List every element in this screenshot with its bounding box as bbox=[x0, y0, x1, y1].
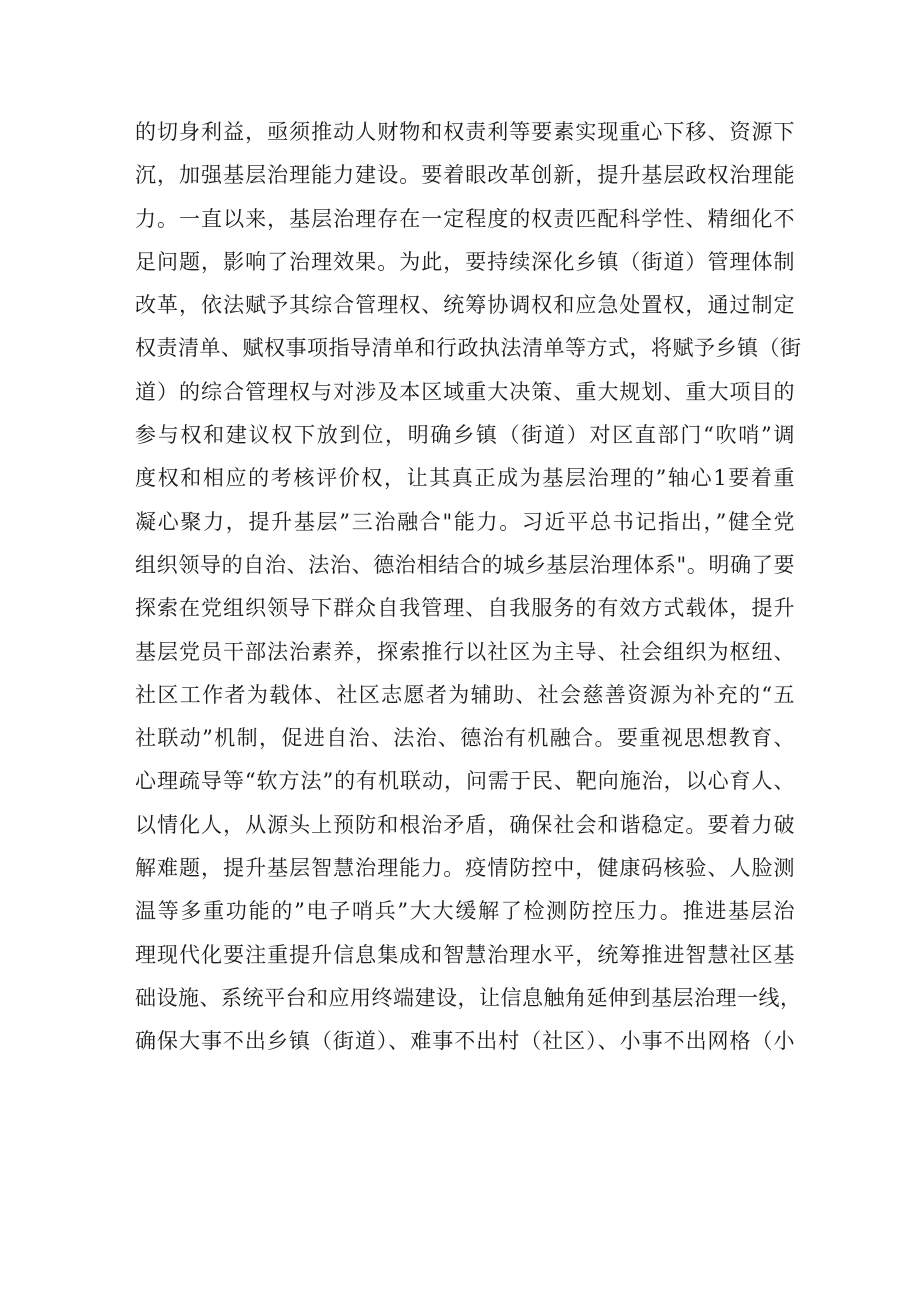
text-line: 理现代化要注重提升信息集成和智慧治理水平，统筹推进智慧社区基 bbox=[135, 942, 795, 967]
text-line: 心理疏导等“软方法”的有机联动，问需于民、靶向施治，以心育人、 bbox=[135, 769, 795, 794]
text-line: 确保大事不出乡镇（街道）、难事不出村（社区）、小事不出网格（小 bbox=[135, 1029, 795, 1054]
text-line: 组织领导的自治、法治、德治相结合的城乡基层治理体系"。明确了要 bbox=[135, 552, 795, 577]
text-line: 凝心聚力，提升基层”三治融合"能力。习近平总书记指出，”健全党 bbox=[135, 509, 795, 534]
text-line: 沉，加强基层治理能力建设。要着眼改革创新，提升基层政权治理能 bbox=[135, 163, 795, 188]
text-line: 础设施、系统平台和应用终端建设，让信息触角延伸到基层治理一线， bbox=[135, 985, 802, 1010]
text-line: 参与权和建议权下放到位，明确乡镇（街道）对区直部门“吹哨”调 bbox=[135, 423, 795, 448]
text-line: 温等多重功能的”电子哨兵”大大缓解了检测防控压力。推进基层治 bbox=[135, 899, 795, 924]
text-line: 社区工作者为载体、社区志愿者为辅助、社会慈善资源为补充的“五 bbox=[135, 682, 795, 707]
text-line: 解难题，提升基层智慧治理能力。疫情防控中，健康码核验、人脸测 bbox=[135, 856, 795, 881]
text-line: 力。一直以来，基层治理存在一定程度的权责匹配科学性、精细化不 bbox=[135, 206, 795, 231]
text-line: 权责清单、赋权事项指导清单和行政执法清单等方式，将赋予乡镇（街 bbox=[135, 336, 802, 361]
text-line: 以情化人，从源头上预防和根治矛盾，确保社会和谐稳定。要着力破 bbox=[135, 812, 795, 837]
text-line: 探索在党组织领导下群众自我管理、自我服务的有效方式载体，提升 bbox=[135, 596, 795, 621]
text-line: 基层党员干部法治素养，探索推行以社区为主导、社会组织为枢纽、 bbox=[135, 639, 795, 664]
text-line: 的切身利益，亟须推动人财物和权责利等要素实现重心下移、资源下 bbox=[135, 120, 795, 144]
text-line: 改革，依法赋予其综合管理权、统筹协调权和应急处置权，通过制定 bbox=[135, 293, 795, 318]
text-line: 社联动”机制，促进自治、法治、德治有机融合。要重视思想教育、 bbox=[135, 726, 795, 751]
text-line: 度权和相应的考核评价权，让其真正成为基层治理的”轴心1要着重 bbox=[135, 466, 795, 491]
text-line: 道）的综合管理权与对涉及本区域重大决策、重大规划、重大项目的 bbox=[135, 379, 795, 404]
body-text bbox=[135, 111, 802, 1064]
text-line: 足问题，影响了治理效果。为此，要持续深化乡镇（街道）管理体制 bbox=[135, 249, 795, 274]
